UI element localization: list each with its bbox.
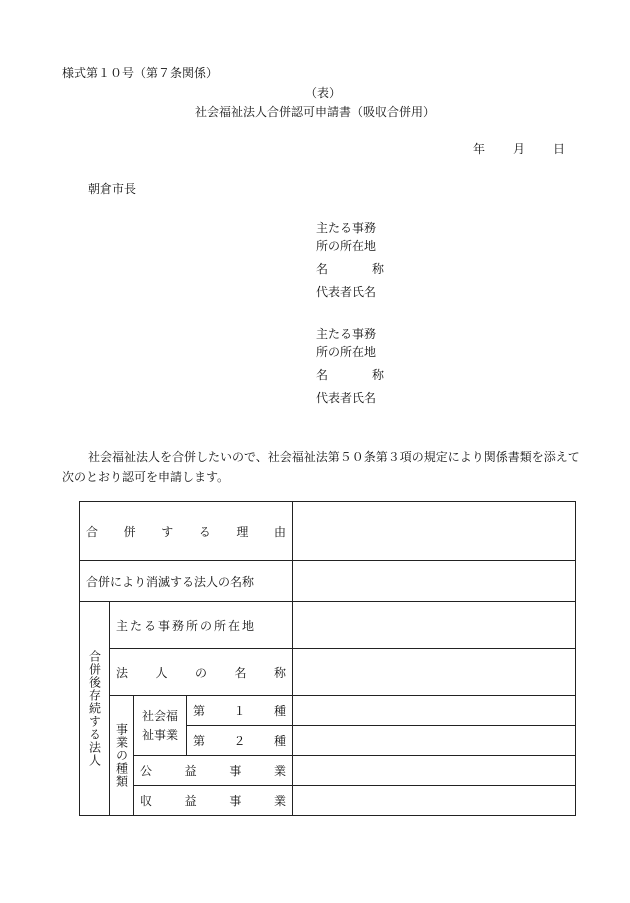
applicant-block-2 (316, 325, 384, 407)
dissolved-name-label: 合併により消滅する法人の名称 (80, 561, 293, 602)
form-number: 様式第１０号（第７条関係） (62, 66, 219, 80)
application-statement: 社会福祉法人を合併したいので、社会福祉法第５０条第３項の規定により関係書類を添えて次のとおり認可を申請します。 (62, 450, 580, 484)
applicant-block-1 (316, 219, 384, 301)
reason-field[interactable] (293, 502, 576, 561)
profit-business-label: 収 益 事 業 (134, 786, 293, 816)
social-welfare-business-label: 社会福祉事業 (134, 696, 187, 756)
addressee: 朝倉市長 (88, 182, 137, 196)
representative-label-2: 代表者氏名 (316, 391, 377, 405)
corporation-name-label: 法 人 の 名 称 (110, 649, 293, 696)
business-type-header: 事業の種類 (110, 696, 134, 816)
date-month-label: 月 (513, 142, 526, 156)
office-location-label-2: 主たる事務 所の所在地 (316, 327, 377, 359)
surviving-corporation-header: 合併後存続する法人 (80, 602, 110, 816)
document-title: 社会福祉法人合併認可申請書（吸収合併用） (194, 105, 435, 119)
office-location-field[interactable] (293, 602, 576, 649)
side-label: （表） (305, 86, 342, 100)
corporation-name-field[interactable] (293, 649, 576, 696)
public-interest-label: 公 益 事 業 (134, 756, 293, 786)
office-location-label: 主たる事務所の所在地 (110, 602, 293, 649)
type1-label: 第 １ 種 (187, 696, 293, 726)
public-interest-field[interactable] (293, 756, 576, 786)
office-location-label-1: 主たる事務 所の所在地 (316, 221, 377, 253)
representative-label-1: 代表者氏名 (316, 285, 377, 299)
type2-label: 第 ２ 種 (187, 726, 293, 756)
type1-field[interactable] (293, 696, 576, 726)
name-label-2: 名 称 (316, 368, 384, 382)
application-table (79, 501, 576, 816)
dissolved-name-field[interactable] (293, 561, 576, 602)
name-label-1: 名 称 (316, 262, 384, 276)
reason-label: 合 併 す る 理 由 (80, 502, 293, 561)
profit-business-field[interactable] (293, 786, 576, 816)
type2-field[interactable] (293, 726, 576, 756)
date-year-label: 年 (473, 142, 486, 156)
date-day-label: 日 (553, 142, 566, 156)
